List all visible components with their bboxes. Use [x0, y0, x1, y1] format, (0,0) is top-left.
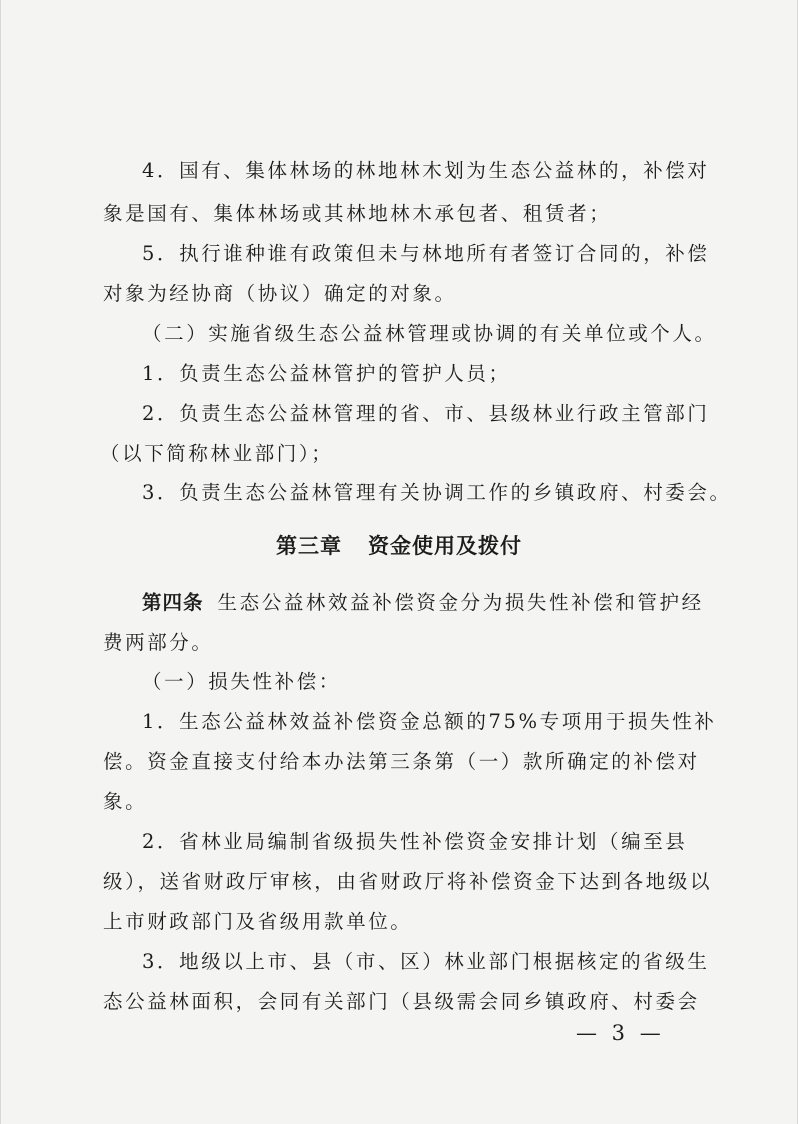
text-line-4: 对象为经协商（协议）确定的对象。 [103, 282, 457, 305]
section-1-p1-line-3: 象。 [103, 790, 148, 813]
section-1-heading: （一）损失性补偿： [142, 670, 341, 693]
text-line-6: 1．负责生态公益林管护的管护人员； [142, 362, 511, 385]
section-1-p1-line-1: 1．生态公益林效益补偿资金总额的75%专项用于损失性补 [142, 710, 717, 733]
chapter-number: 第三章 [276, 533, 342, 558]
article-4-label: 第四条 [142, 591, 204, 614]
text-line-9: 3．负责生态公益林管理有关协调工作的乡镇政府、村委会。 [142, 481, 732, 504]
section-1-p3-line-2: 态公益林面积，会同有关部门（县级需会同乡镇政府、村委会 [103, 990, 700, 1013]
text-line-1: 4．国有、集体林场的林地林木划为生态公益林的，补偿对 [142, 159, 710, 182]
section-1-p1-line-2: 偿。资金直接支付给本办法第三条第（一）款所确定的补偿对 [103, 750, 700, 773]
page-number: — 3 — [576, 1021, 665, 1045]
text-line-2: 象是国有、集体林场或其林地林木承包者、租赁者； [103, 202, 612, 225]
section-1-p2-line-3: 上市财政部门及省级用款单位。 [103, 910, 413, 933]
section-1-p2-line-2: 级），送省财政厅审核，由省财政厅将补偿资金下达到各地级以 [103, 870, 713, 893]
text-line-8: （以下简称林业部门）； [100, 442, 334, 465]
article-4-text-1: 生态公益林效益补偿资金分为损失性补偿和管护经 [217, 591, 704, 614]
article-4-line-2: 费两部分。 [103, 631, 214, 654]
text-line-7: 2．负责生态公益林管理的省、市、县级林业行政主管部门 [142, 402, 710, 425]
chapter-title: 资金使用及拨付 [368, 533, 522, 558]
section-1-p3-line-1: 3．地级以上市、县（市、区）林业部门根据核定的省级生 [142, 950, 710, 973]
text-line-5: （二）实施省级生态公益林管理或协调的有关单位或个人。 [142, 322, 717, 345]
section-1-p2-line-1: 2．省林业局编制省级损失性补偿资金安排计划（编至县 [142, 830, 688, 853]
text-line-3: 5．执行谁种谁有政策但未与林地所有者签订合同的，补偿 [142, 242, 710, 265]
chapter-heading [0, 533, 798, 559]
article-4-line-1 [0, 591, 798, 615]
